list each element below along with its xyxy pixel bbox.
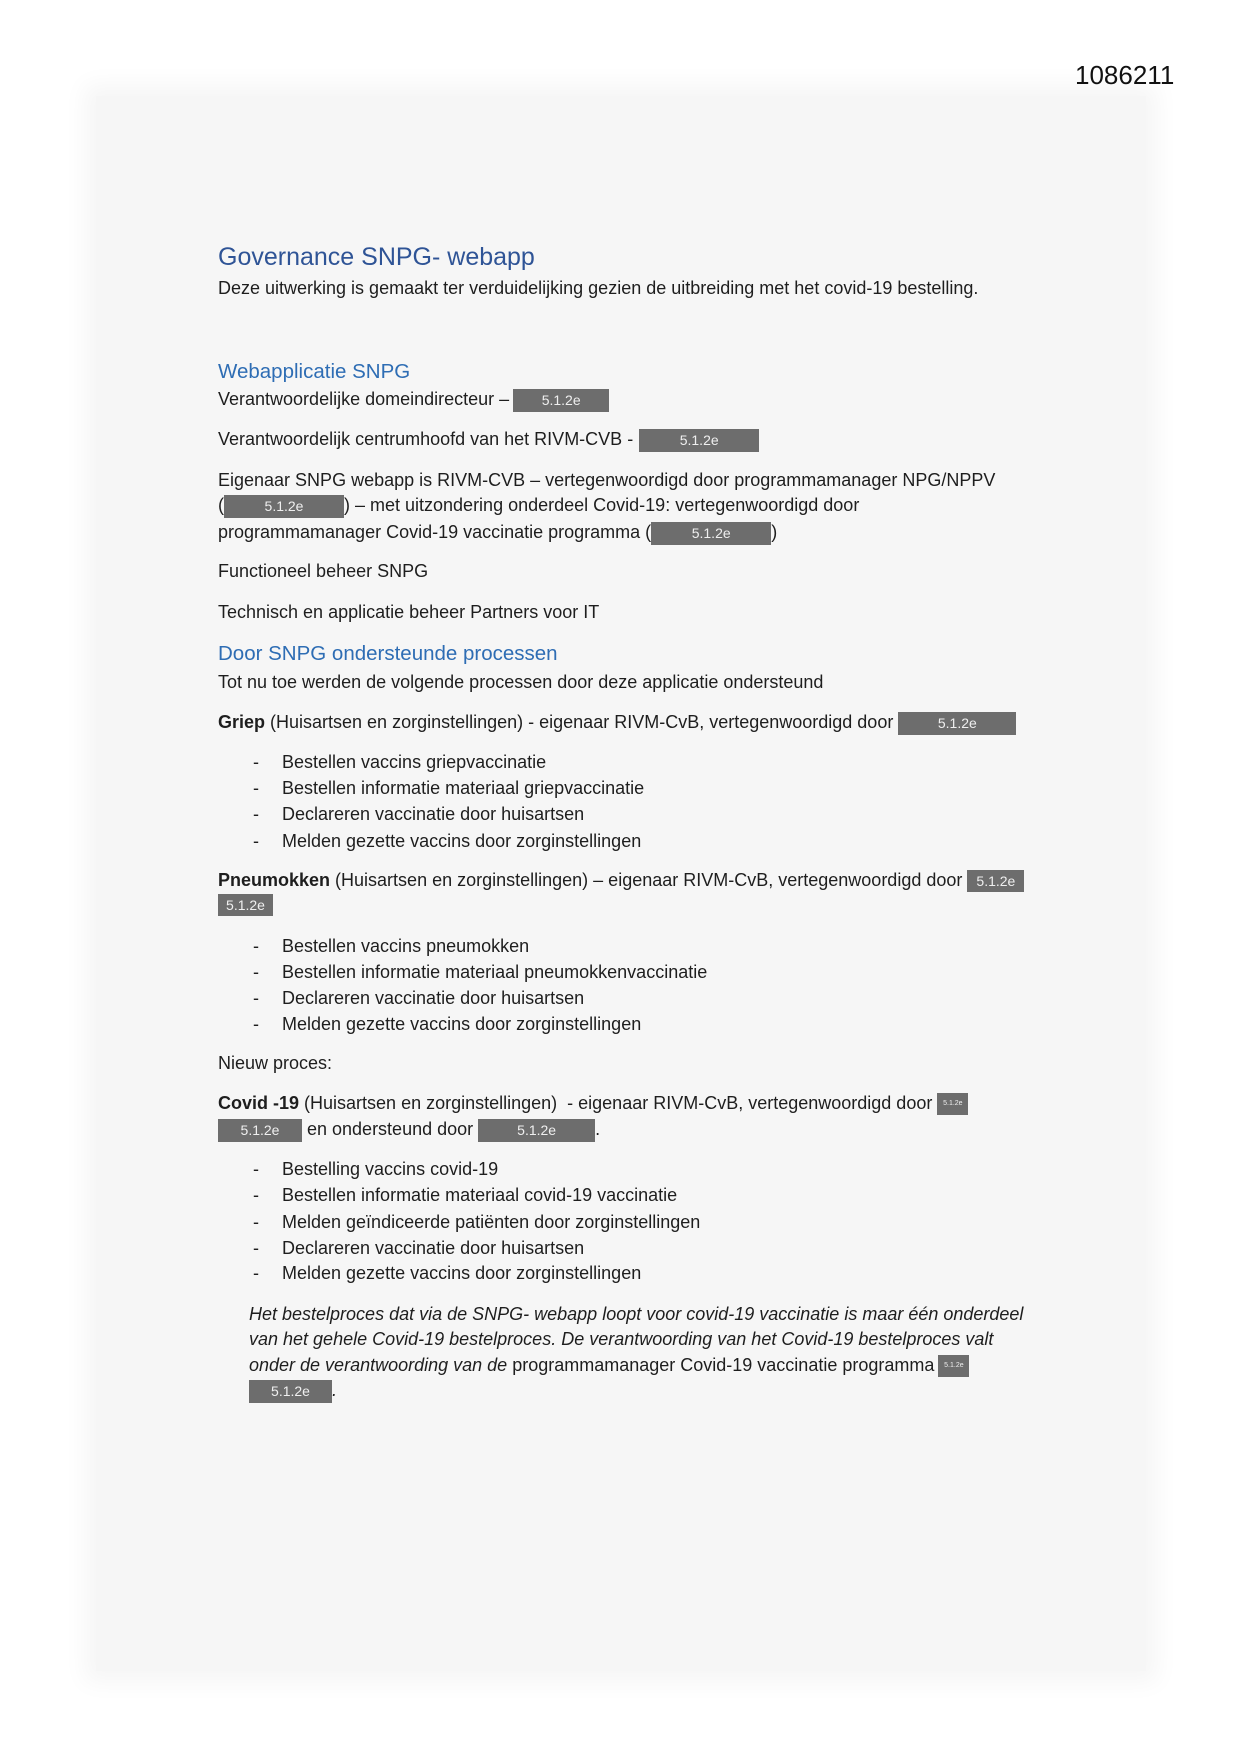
list-item-text: Declareren vaccinatie door huisartsen (282, 1238, 585, 1258)
griep-description: (Huisartsen en zorginstellingen) - eigenaar RIVM-CvB, vertegenwoordigd door (265, 712, 899, 732)
list-bullet: - (253, 1238, 259, 1258)
centrumhoofd-line (218, 426, 759, 452)
list-item (253, 1209, 700, 1235)
list-item (253, 985, 584, 1011)
list-item-text: Bestellen informatie materiaal griepvaccinatie (282, 778, 645, 798)
list-item-text: Bestellen vaccins griepvaccinatie (282, 752, 547, 772)
eigenaar-line-3-text: programmamanager Covid-19 vaccinatie programma ( (218, 522, 652, 542)
redaction-box: 5.1.2e (639, 429, 759, 452)
list-bullet: - (253, 1263, 259, 1283)
list-bullet: - (253, 936, 259, 956)
eigenaar-line-2-text: ) – met uitzondering onderdeel Covid-19: vertegenwoordigd door (344, 495, 860, 515)
domeindirecteur-label: Verantwoordelijke domeindirecteur – (218, 389, 510, 409)
list-item-text: Bestellen vaccins pneumokken (282, 936, 530, 956)
list-item (253, 1260, 641, 1286)
covid-note-end: . (332, 1380, 338, 1400)
pneumokken-description: (Huisartsen en zorginstellingen) – eigenaar RIVM-CvB, vertegenwoordigd door (330, 870, 968, 890)
redaction-box: 5.1.2e (249, 1380, 332, 1403)
covid-description: (Huisartsen en zorginstellingen) - eigenaar RIVM-CvB, vertegenwoordigd door (299, 1093, 938, 1113)
list-item-text: Declareren vaccinatie door huisartsen (282, 988, 585, 1008)
list-bullet: - (253, 804, 259, 824)
list-bullet: - (253, 752, 259, 772)
pneumokken-line (218, 867, 1024, 893)
list-bullet: - (253, 962, 259, 982)
list-item-text: Bestelling vaccins covid-19 (282, 1159, 499, 1179)
redaction-box: 5.1.2e (513, 389, 609, 412)
pneumokken-name: Pneumokken (218, 870, 331, 890)
list-bullet: - (253, 1212, 259, 1232)
covid-line-2 (218, 1116, 600, 1142)
list-bullet: - (253, 988, 259, 1008)
page-title: Governance SNPG- webapp (218, 243, 535, 271)
paren-open: ( (218, 495, 224, 515)
covid-note-line-1: Het bestelproces dat via de SNPG- webapp loopt voor covid-19 vaccinatie is maar één onderdeel (249, 1304, 1024, 1324)
redaction-box: 5.1.2e (218, 1119, 302, 1142)
redaction-box: 5.1.2e (478, 1119, 595, 1142)
redaction-box: 5.1.2e (898, 712, 1016, 735)
covid-name: Covid -19 (218, 1093, 300, 1113)
functioneel-beheer: Functioneel beheer SNPG (218, 561, 429, 581)
list-item (253, 828, 641, 854)
list-bullet: - (253, 831, 259, 851)
list-item (253, 775, 644, 801)
covid-note-line-2: van het gehele Covid-19 bestelproces. De verantwoording van het Covid-19 bestelproces valt (249, 1329, 994, 1349)
eigenaar-line-2 (218, 492, 859, 518)
technisch-beheer: Technisch en applicatie beheer Partners voor IT (218, 602, 600, 622)
eigenaar-line-3 (218, 519, 777, 545)
list-bullet: - (253, 778, 259, 798)
covid-supported-by: en ondersteund door (302, 1119, 479, 1139)
list-bullet: - (253, 1014, 259, 1034)
covid-note-line-4 (249, 1377, 337, 1403)
redaction-box: 5.1.2e (651, 522, 771, 545)
redaction-box: 5.1.2e (938, 1355, 969, 1377)
list-item (253, 933, 529, 959)
list-item-text: Bestellen informatie materiaal covid-19 vaccinatie (282, 1185, 678, 1205)
griep-line (218, 709, 1016, 735)
list-bullet: - (253, 1185, 259, 1205)
list-item-text: Declareren vaccinatie door huisartsen (282, 804, 585, 824)
list-item-text: Melden gezette vaccins door zorginstellingen (282, 1014, 642, 1034)
centrumhoofd-label: Verantwoordelijk centrumhoofd van het RIVM-CVB - (218, 429, 634, 449)
list-item (253, 959, 707, 985)
list-item (253, 749, 546, 775)
redaction-box: 5.1.2e (218, 894, 273, 916)
covid-line-end: . (595, 1119, 601, 1139)
covid-note-italic: onder de verantwoording van de (249, 1355, 513, 1375)
list-item (253, 1156, 498, 1182)
list-item (253, 1182, 677, 1208)
list-item-text: Melden gezette vaccins door zorginstellingen (282, 831, 642, 851)
list-bullet: - (253, 1159, 259, 1179)
covid-line (218, 1090, 968, 1116)
covid-note-line-3 (249, 1352, 969, 1378)
paren-close: ) (771, 522, 778, 542)
list-item (253, 801, 584, 827)
covid-note-regular: programmamanager Covid-19 vaccinatie programma (512, 1355, 935, 1375)
redaction-box: 5.1.2e (967, 870, 1024, 892)
intro-text: Deze uitwerking is gemaakt ter verduidelijking gezien de uitbreiding met het covid-19 bestelling. (218, 278, 979, 298)
document-number: 1086211 (1075, 60, 1175, 90)
heading-processen: Door SNPG ondersteunde processen (218, 642, 558, 665)
list-item-text: Bestellen informatie materiaal pneumokkenvaccinatie (282, 962, 708, 982)
griep-name: Griep (218, 712, 266, 732)
redaction-box: 5.1.2e (224, 495, 344, 518)
nieuw-proces-label: Nieuw proces: (218, 1053, 333, 1073)
redaction-box: 5.1.2e (937, 1093, 968, 1115)
list-item (253, 1235, 584, 1261)
eigenaar-line-1: Eigenaar SNPG webapp is RIVM-CVB – vertegenwoordigd door programmamanager NPG/NPPV (218, 470, 996, 490)
pneumokken-line-2 (218, 891, 273, 917)
list-item (253, 1011, 641, 1037)
domeindirecteur-line (218, 386, 609, 412)
processen-intro: Tot nu toe werden de volgende processen door deze applicatie ondersteund (218, 672, 824, 692)
heading-webapplicatie: Webapplicatie SNPG (218, 360, 411, 383)
list-item-text: Melden geïndiceerde patiënten door zorginstellingen (282, 1212, 701, 1232)
list-item-text: Melden gezette vaccins door zorginstellingen (282, 1263, 642, 1283)
